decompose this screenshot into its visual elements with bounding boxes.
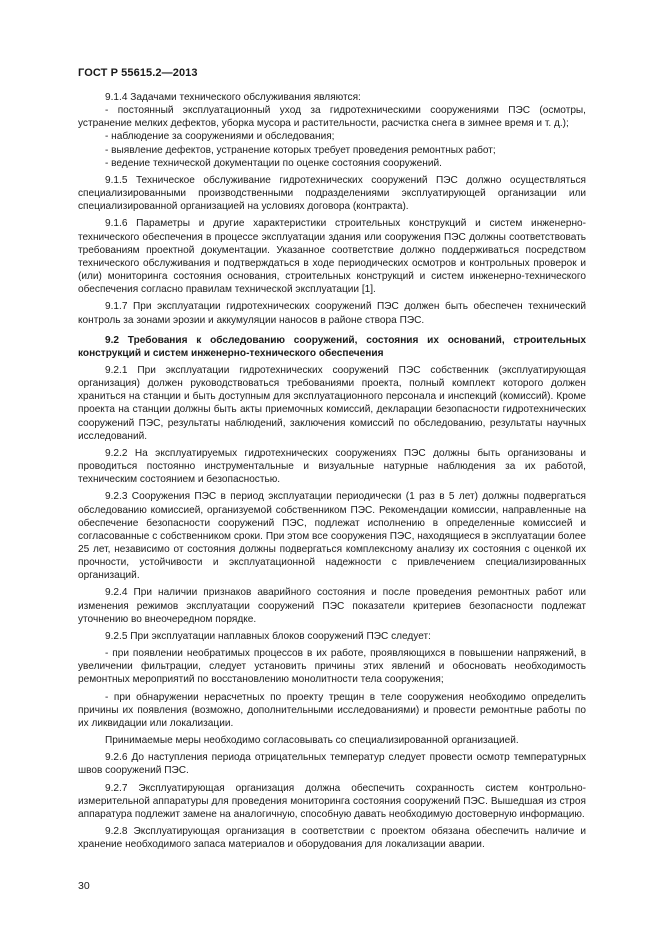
section-heading-9-2: 9.2 Требования к обследованию сооружений, состояния их оснований, строительных конструкций и систем инженерно-технического обеспечения	[78, 334, 586, 359]
list-item-irreversible-processes: - при появлении необратимых процессов в их работе, проявляющихся в повышении напряжений, в увеличении фильтрации, следует установить причины этих явлений и обосновать необходимость ремонтных мероприятий по восстановлению монолитности тела сооружения;	[78, 648, 586, 686]
list-item-maintenance-care: - постоянный эксплуатационный уход за гидротехническими сооружениями ПЭС (осмотры, устранение мелких дефектов, уборка мусора и растительности, расчистка снега в зимнее время и т. д.);	[78, 105, 586, 130]
page-number: 30	[78, 880, 90, 892]
document-body	[78, 91, 586, 855]
document-header: ГОСТ Р 55615.2—2013	[78, 67, 198, 79]
list-item-cracks: - при обнаружении нерасчетных по проекту трещин в теле сооружения необходимо определить причины их появления (возможно, дополнительными исследованиями) и провести ремонтные работы по их ликвидации или локализации.	[78, 691, 586, 729]
paragraph-9-1-4: 9.1.4 Задачами технического обслуживания являются:	[105, 92, 361, 103]
paragraph-9-2-6: 9.2.6 До наступления периода отрицательных температур следует провести осмотр температурных швов сооружений ПЭС.	[78, 752, 586, 777]
list-item-documentation: - ведение технической документации по оценке состояния сооружений.	[105, 157, 442, 169]
list-item-observation: - наблюдение за сооружениями и обследования;	[105, 131, 335, 143]
paragraph-9-1-7: 9.1.7 При эксплуатации гидротехнических сооружений ПЭС должен быть обеспечен технический контроль за зонами эрозии и аккумуляции наносов в районе створа ПЭС.	[78, 301, 586, 326]
paragraph-9-2-1: 9.2.1 При эксплуатации гидротехнических сооружений ПЭС собственник (эксплуатирующая организация) должен руководствоваться требованиями проекта, полный комплект которого должен храниться на станции и быть доступным для эксплуатационного персонала и инспекций (комиссий). Кроме проекта на станции должны быть акты приемочных комиссий, декларации безопасности гидротехнических сооружений ПЭС, результаты наблюдений, заключения комиссий по обследованию, результаты научных исследований.	[78, 364, 586, 442]
paragraph-9-2-4: 9.2.4 При наличии признаков аварийного состояния и после проведения ремонтных работ или изменения режимов эксплуатации сооружений ПЭС показатели критериев безопасности подлежат уточнению во внеочередном порядке.	[78, 587, 586, 625]
paragraph-measures: Принимаемые меры необходимо согласовывать со специализированной организацией.	[105, 735, 519, 747]
paragraph-9-2-3: 9.2.3 Сооружения ПЭС в период эксплуатации периодически (1 раз в 5 лет) должны подвергаться обследованию комиссией, организуемой собственником ПЭС. Рекомендации комиссии, направленные на обеспечение безопасности сооружений ПЭС, подлежат исполнению в определенные комиссией и согласованные с собственником сроки. При этом все сооружения ПЭС, находящиеся в эксплуатации более 25 лет, независимо от состояния должны подвергаться комплексному анализу их состояния с оценкой их прочности, устойчивости и эксплуатационной надежности с привлечением специализированных организаций.	[78, 491, 586, 582]
paragraph-9-2-8: 9.2.8 Эксплуатирующая организация в соответствии с проектом обязана обеспечить наличие и хранение необходимого запаса материалов и оборудования для локализации аварии.	[78, 825, 586, 851]
paragraph-9-2-7: 9.2.7 Эксплуатирующая организация должна обеспечить сохранность систем контрольно-измерительной аппаратуры для проведения мониторинга состояния сооружений ПЭС. Вышедшая из строя аппаратура подлежит замене на аналогичную, способную давать необходимую достоверную информацию.	[78, 782, 586, 820]
list-item-defect-detection: - выявление дефектов, устранение которых требует проведения ремонтных работ;	[105, 144, 496, 156]
paragraph-9-1-5: 9.1.5 Техническое обслуживание гидротехнических сооружений ПЭС должно осуществляться специализированными производственными подразделениями эксплуатирующей организации или специализированной организацией на условиях договора (контракта).	[78, 174, 586, 213]
paragraph-9-1-6: 9.1.6 Параметры и другие характеристики строительных конструкций и систем инженерно-технического обеспечения в процессе эксплуатации здания или сооружения ПЭС должны соответствовать требованиям проектной документации. Указанное соответствие должно поддерживаться посредством технического обслуживания и подтверждаться в ходе периодических осмотров и контрольных проверок и (или) мониторинга состояния основания, строительных конструкций и систем инженерно-технического обеспечения согласно правилам технической эксплуатации [1].	[78, 218, 586, 296]
paragraph-9-2-5: 9.2.5 При эксплуатации наплавных блоков сооружений ПЭС следует:	[105, 630, 431, 642]
paragraph-9-2-2: 9.2.2 На эксплуатируемых гидротехнических сооружениях ПЭС должны быть организованы и проводиться постоянно инструментальные и визуальные натурные наблюдения за их работой, техническим состоянием и безопасностью.	[78, 447, 586, 486]
